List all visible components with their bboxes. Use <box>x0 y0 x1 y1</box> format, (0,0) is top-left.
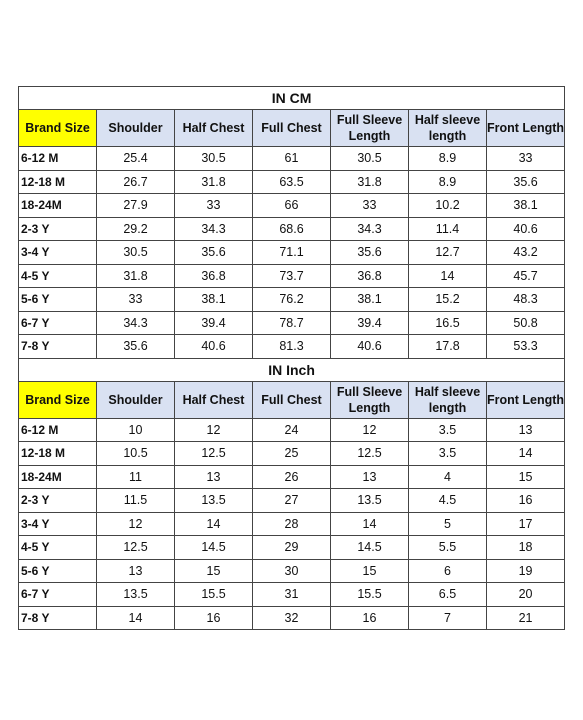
table-row <box>19 335 565 359</box>
measurement-cell: 15 <box>175 559 253 583</box>
measurement-cell: 14.5 <box>331 536 409 560</box>
measurement-cell: 68.6 <box>253 217 331 241</box>
column-header: Full Sleeve Length <box>331 110 409 147</box>
measurement-cell: 34.3 <box>175 217 253 241</box>
brand-size-cell: 6-7 Y <box>19 583 97 607</box>
measurement-cell: 13 <box>97 559 175 583</box>
measurement-cell: 39.4 <box>331 311 409 335</box>
measurement-cell: 5 <box>409 512 487 536</box>
table-row <box>19 217 565 241</box>
measurement-cell: 25 <box>253 442 331 466</box>
brand-size-cell: 18-24M <box>19 194 97 218</box>
measurement-cell: 12.5 <box>175 442 253 466</box>
measurement-cell: 12.5 <box>331 442 409 466</box>
brand-size-cell: 3-4 Y <box>19 241 97 265</box>
measurement-cell: 38.1 <box>175 288 253 312</box>
measurement-cell: 31.8 <box>331 170 409 194</box>
brand-size-cell: 5-6 Y <box>19 559 97 583</box>
measurement-cell: 10 <box>97 418 175 442</box>
column-header: Full Chest <box>253 110 331 147</box>
measurement-cell: 71.1 <box>253 241 331 265</box>
measurement-cell: 17 <box>487 512 565 536</box>
brand-size-cell: 12-18 M <box>19 442 97 466</box>
measurement-cell: 40.6 <box>175 335 253 359</box>
measurement-cell: 48.3 <box>487 288 565 312</box>
table-row <box>19 170 565 194</box>
brand-size-cell: 6-12 M <box>19 147 97 171</box>
measurement-cell: 11.5 <box>97 489 175 513</box>
brand-size-cell: 3-4 Y <box>19 512 97 536</box>
measurement-cell: 30.5 <box>97 241 175 265</box>
brand-size-cell: 7-8 Y <box>19 606 97 630</box>
measurement-cell: 53.3 <box>487 335 565 359</box>
table-row <box>19 194 565 218</box>
column-header: Half sleeve length <box>409 110 487 147</box>
brand-size-header: Brand Size <box>19 110 97 147</box>
measurement-cell: 29 <box>253 536 331 560</box>
measurement-cell: 31.8 <box>97 264 175 288</box>
measurement-cell: 66 <box>253 194 331 218</box>
measurement-cell: 19 <box>487 559 565 583</box>
section-title-row <box>19 87 565 110</box>
measurement-cell: 73.7 <box>253 264 331 288</box>
measurement-cell: 8.9 <box>409 147 487 171</box>
table-row <box>19 583 565 607</box>
measurement-cell: 16.5 <box>409 311 487 335</box>
header-row <box>19 381 565 418</box>
brand-size-cell: 4-5 Y <box>19 536 97 560</box>
measurement-cell: 20 <box>487 583 565 607</box>
brand-size-cell: 6-12 M <box>19 418 97 442</box>
measurement-cell: 14 <box>97 606 175 630</box>
measurement-cell: 50.8 <box>487 311 565 335</box>
table-row <box>19 606 565 630</box>
measurement-cell: 15.5 <box>175 583 253 607</box>
measurement-cell: 6.5 <box>409 583 487 607</box>
measurement-cell: 34.3 <box>97 311 175 335</box>
header-row <box>19 110 565 147</box>
measurement-cell: 34.3 <box>331 217 409 241</box>
measurement-cell: 40.6 <box>487 217 565 241</box>
column-header: Full Chest <box>253 381 331 418</box>
table-row <box>19 147 565 171</box>
measurement-cell: 40.6 <box>331 335 409 359</box>
table-row <box>19 288 565 312</box>
column-header: Full Sleeve Length <box>331 381 409 418</box>
measurement-cell: 36.8 <box>331 264 409 288</box>
measurement-cell: 6 <box>409 559 487 583</box>
brand-size-cell: 4-5 Y <box>19 264 97 288</box>
measurement-cell: 4 <box>409 465 487 489</box>
measurement-cell: 63.5 <box>253 170 331 194</box>
measurement-cell: 30.5 <box>175 147 253 171</box>
measurement-cell: 21 <box>487 606 565 630</box>
column-header: Half sleeve length <box>409 381 487 418</box>
table-row <box>19 418 565 442</box>
measurement-cell: 26.7 <box>97 170 175 194</box>
measurement-cell: 30.5 <box>331 147 409 171</box>
measurement-cell: 30 <box>253 559 331 583</box>
table-row <box>19 465 565 489</box>
measurement-cell: 35.6 <box>97 335 175 359</box>
measurement-cell: 15.2 <box>409 288 487 312</box>
measurement-cell: 45.7 <box>487 264 565 288</box>
measurement-cell: 14 <box>175 512 253 536</box>
measurement-cell: 38.1 <box>487 194 565 218</box>
size-chart-table <box>18 86 565 630</box>
measurement-cell: 61 <box>253 147 331 171</box>
measurement-cell: 11 <box>97 465 175 489</box>
table-row <box>19 489 565 513</box>
brand-size-cell: 2-3 Y <box>19 489 97 513</box>
brand-size-cell: 2-3 Y <box>19 217 97 241</box>
measurement-cell: 31.8 <box>175 170 253 194</box>
measurement-cell: 15 <box>487 465 565 489</box>
measurement-cell: 12.5 <box>97 536 175 560</box>
measurement-cell: 12 <box>97 512 175 536</box>
measurement-cell: 31 <box>253 583 331 607</box>
measurement-cell: 33 <box>175 194 253 218</box>
measurement-cell: 29.2 <box>97 217 175 241</box>
measurement-cell: 33 <box>331 194 409 218</box>
column-header: Front Length <box>487 110 565 147</box>
section-title: IN Inch <box>19 358 565 381</box>
table-row <box>19 512 565 536</box>
measurement-cell: 43.2 <box>487 241 565 265</box>
measurement-cell: 32 <box>253 606 331 630</box>
measurement-cell: 26 <box>253 465 331 489</box>
measurement-cell: 14 <box>409 264 487 288</box>
measurement-cell: 8.9 <box>409 170 487 194</box>
column-header: Shoulder <box>97 381 175 418</box>
table-row <box>19 536 565 560</box>
measurement-cell: 3.5 <box>409 442 487 466</box>
measurement-cell: 35.6 <box>331 241 409 265</box>
brand-size-cell: 18-24M <box>19 465 97 489</box>
measurement-cell: 14.5 <box>175 536 253 560</box>
brand-size-cell: 6-7 Y <box>19 311 97 335</box>
measurement-cell: 24 <box>253 418 331 442</box>
measurement-cell: 13 <box>331 465 409 489</box>
column-header: Half Chest <box>175 381 253 418</box>
table-row <box>19 241 565 265</box>
measurement-cell: 10.5 <box>97 442 175 466</box>
measurement-cell: 5.5 <box>409 536 487 560</box>
measurement-cell: 16 <box>331 606 409 630</box>
table-row <box>19 559 565 583</box>
measurement-cell: 27.9 <box>97 194 175 218</box>
measurement-cell: 78.7 <box>253 311 331 335</box>
table-row <box>19 264 565 288</box>
table-row <box>19 442 565 466</box>
brand-size-cell: 12-18 M <box>19 170 97 194</box>
measurement-cell: 12 <box>175 418 253 442</box>
measurement-cell: 14 <box>331 512 409 536</box>
measurement-cell: 13.5 <box>97 583 175 607</box>
measurement-cell: 33 <box>487 147 565 171</box>
measurement-cell: 13.5 <box>331 489 409 513</box>
measurement-cell: 17.8 <box>409 335 487 359</box>
size-chart <box>18 86 564 630</box>
section-title: IN CM <box>19 87 565 110</box>
measurement-cell: 3.5 <box>409 418 487 442</box>
section-title-row <box>19 358 565 381</box>
measurement-cell: 36.8 <box>175 264 253 288</box>
brand-size-cell: 7-8 Y <box>19 335 97 359</box>
measurement-cell: 7 <box>409 606 487 630</box>
measurement-cell: 33 <box>97 288 175 312</box>
measurement-cell: 15.5 <box>331 583 409 607</box>
measurement-cell: 13.5 <box>175 489 253 513</box>
measurement-cell: 13 <box>175 465 253 489</box>
measurement-cell: 38.1 <box>331 288 409 312</box>
measurement-cell: 35.6 <box>487 170 565 194</box>
measurement-cell: 35.6 <box>175 241 253 265</box>
measurement-cell: 16 <box>175 606 253 630</box>
measurement-cell: 25.4 <box>97 147 175 171</box>
measurement-cell: 15 <box>331 559 409 583</box>
measurement-cell: 4.5 <box>409 489 487 513</box>
measurement-cell: 27 <box>253 489 331 513</box>
column-header: Shoulder <box>97 110 175 147</box>
column-header: Front Length <box>487 381 565 418</box>
table-row <box>19 311 565 335</box>
measurement-cell: 12 <box>331 418 409 442</box>
measurement-cell: 18 <box>487 536 565 560</box>
measurement-cell: 11.4 <box>409 217 487 241</box>
measurement-cell: 10.2 <box>409 194 487 218</box>
measurement-cell: 14 <box>487 442 565 466</box>
brand-size-header: Brand Size <box>19 381 97 418</box>
measurement-cell: 39.4 <box>175 311 253 335</box>
brand-size-cell: 5-6 Y <box>19 288 97 312</box>
measurement-cell: 76.2 <box>253 288 331 312</box>
measurement-cell: 81.3 <box>253 335 331 359</box>
column-header: Half Chest <box>175 110 253 147</box>
measurement-cell: 16 <box>487 489 565 513</box>
measurement-cell: 28 <box>253 512 331 536</box>
measurement-cell: 12.7 <box>409 241 487 265</box>
measurement-cell: 13 <box>487 418 565 442</box>
